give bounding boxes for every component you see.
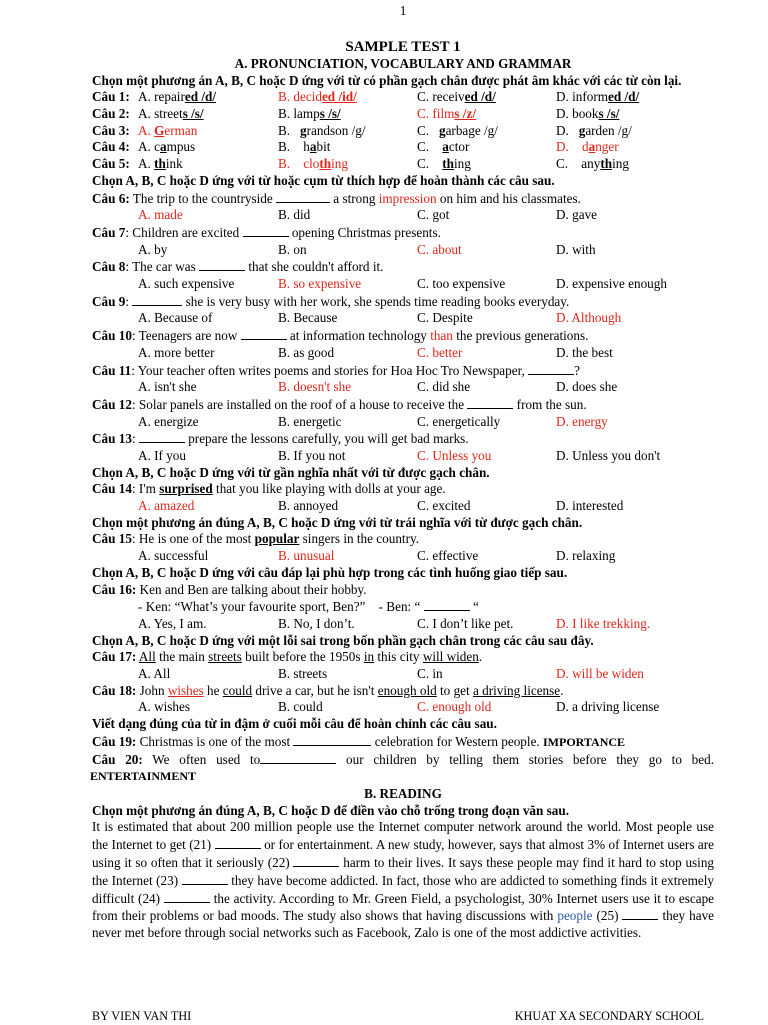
answer-blank: [132, 293, 182, 306]
question-10-options: [92, 345, 714, 362]
question-label: Câu 2:: [92, 106, 130, 122]
question-6-options: [92, 207, 714, 224]
option[interactable]: C. about: [417, 241, 462, 257]
option[interactable]: A. Yes, I am.: [138, 615, 207, 631]
option[interactable]: B. did: [278, 207, 311, 223]
option[interactable]: A. German: [138, 122, 198, 138]
question-19: Câu 19: Christmas is one of the most celebration for Western people. IMPORTANCE: [92, 733, 626, 749]
option[interactable]: D. danger: [556, 139, 619, 155]
question-16-dialogue: - Ken: “What’s your favourite sport, Ben?” - Ben: “ “: [138, 599, 479, 615]
instruction-antonym: Chọn một phương án đúng A, B, C hoặc D ứng với từ trái nghĩa với từ được gạch chân.: [92, 514, 583, 530]
option[interactable]: A. Because of: [138, 310, 213, 326]
section-b-heading: B. READING: [364, 785, 442, 801]
option[interactable]: B. streets: [278, 666, 328, 682]
option[interactable]: A. streets /s/: [138, 106, 204, 122]
answer-blank: [276, 190, 330, 203]
option[interactable]: D. the best: [556, 344, 613, 360]
question-18-options: [92, 699, 714, 716]
question-9: Câu 9: she is very busy with her work, she spends time reading books everyday.: [92, 293, 570, 309]
page-number: 1: [399, 3, 407, 18]
option[interactable]: D. Although: [556, 310, 622, 326]
question-17: Câu 17: All the main streets built before the 1950s in this city will widen.: [92, 649, 483, 665]
question-16: Câu 16: Ken and Ben are talking about their hobby.: [92, 581, 367, 597]
question-6: Câu 6: The trip to the countryside a strong impression on him and his classmates.: [92, 190, 581, 206]
option[interactable]: A. campus: [138, 139, 196, 155]
passage-blank-23: [182, 872, 228, 885]
question-13: Câu 13: prepare the lessons carefully, you will get bad marks.: [92, 431, 469, 447]
question-14: Câu 14: I'm surprised that you like playing with dolls at your age.: [92, 481, 446, 497]
instruction-vocabulary: Chọn A, B, C hoặc D ứng với từ hoặc cụm từ thích hợp để hoàn thành các câu sau.: [92, 172, 555, 188]
question-label: Câu 4:: [92, 139, 130, 155]
option[interactable]: C. films /z/: [417, 106, 476, 122]
question-7: Câu 7: Children are excited opening Christmas presents.: [92, 224, 441, 240]
option[interactable]: A. energize: [138, 413, 199, 429]
option[interactable]: B. grandson /g/: [278, 122, 366, 138]
option[interactable]: A. made: [138, 207, 183, 223]
instruction-word-form: Viết dạng đúng của từ in đậm ở cuối mỗi câu để hoàn chỉnh các câu sau.: [92, 716, 497, 732]
option[interactable]: A. If you: [138, 447, 186, 463]
option[interactable]: D. does she: [556, 379, 618, 395]
option[interactable]: B. unusual: [278, 548, 335, 564]
option[interactable]: D. a driving license: [556, 699, 660, 715]
keyword: ENTERTAINMENT: [90, 769, 197, 784]
question-11-options: [92, 379, 714, 396]
option[interactable]: C. received /d/: [417, 89, 496, 105]
option[interactable]: B. Because: [278, 310, 338, 326]
option[interactable]: C. garbage /g/: [417, 122, 498, 138]
option[interactable]: D. interested: [556, 498, 624, 514]
option[interactable]: A. wishes: [138, 699, 191, 715]
question-15: Câu 15: He is one of the most popular singers in the country.: [92, 531, 419, 547]
option[interactable]: A. successful: [138, 548, 209, 564]
page-footer: [92, 1008, 704, 1025]
answer-blank: [260, 751, 336, 764]
passage-blank-25: [622, 907, 658, 920]
question-20: Câu 20: We often used to our children by telling them stories before they go to bed. ENTERTAINMENT: [90, 751, 715, 784]
option[interactable]: C. in: [417, 666, 443, 682]
option[interactable]: C. Despite: [417, 310, 473, 326]
option[interactable]: C. Unless you: [417, 447, 492, 463]
instruction-communication: Chọn A, B, C hoặc D ứng với câu đáp lại phù hợp trong các tình huống giao tiếp sau.: [92, 564, 568, 580]
option[interactable]: A. think: [138, 156, 183, 172]
answer-blank: [241, 327, 287, 340]
option[interactable]: B. so expensive: [278, 276, 362, 292]
test-title: SAMPLE TEST 1: [345, 39, 461, 55]
question-15-options: [92, 548, 714, 565]
option[interactable]: B. If you not: [278, 447, 346, 463]
question-label: Câu 3:: [92, 122, 130, 138]
question-11: Câu 11: Your teacher often writes poems and stories for Hoa Hoc Tro Newspaper, ?: [92, 362, 580, 378]
section-a-heading: A. PRONUNCIATION, VOCABULARY AND GRAMMAR: [234, 56, 572, 71]
passage-blank-22: [293, 854, 339, 867]
option[interactable]: C. effective: [417, 548, 479, 564]
option[interactable]: A. more better: [138, 344, 215, 360]
question-17-options: [92, 666, 714, 683]
question-12-options: [92, 414, 714, 431]
footer-author: BY VIEN VAN THI: [92, 1009, 192, 1023]
option[interactable]: D. Unless you don't: [556, 447, 661, 463]
option[interactable]: C. did she: [417, 379, 471, 395]
option[interactable]: C. too expensive: [417, 276, 506, 292]
answer-blank: [293, 733, 371, 746]
question-14-options: [92, 498, 714, 515]
option[interactable]: D. will be widen: [556, 666, 644, 682]
pronunciation-question-1: [92, 89, 714, 106]
option[interactable]: A. repaired /d/: [138, 89, 217, 105]
instruction-pronunciation: Chọn một phương án A, B, C hoặc D ứng với từ có phần gạch chân được phát âm khác với các từ còn lại.: [92, 72, 682, 88]
answer-blank: [243, 224, 289, 237]
instruction-reading: Chọn một phương án đúng A, B, C hoặc D để điền vào chỗ trống trong đoạn văn sau.: [92, 802, 570, 818]
option[interactable]: B. doesn't she: [278, 379, 352, 395]
answer-blank: [424, 598, 470, 611]
question-12: Câu 12: Solar panels are installed on the roof of a house to receive the from the sun.: [92, 396, 587, 412]
option[interactable]: D. garden /g/: [556, 122, 632, 138]
reading-passage: It is estimated that about 200 million people use the Internet computer network around the world. Most people use the Internet to get (21) or for entertainment. A new study, however, says that almost 3% of Internet users are using it so often that it seriously (22) harm to their lives. It says these people may find it hard to stop using the Internet (23) they have become addicted. In fact, those who are addicted to something finds it extremely difficult (24) the activity. According to Mr. Green Field, a psychologist, 30% Internet users use it to escape from their problems or bad moods. The study also shows that having discussions with people (25) they have never met before through social networks such as Facebook, Zalo is one of the most addictive activities.: [92, 819, 715, 941]
option[interactable]: B. on: [278, 241, 307, 257]
option[interactable]: A. by: [138, 241, 168, 257]
question-10: Câu 10: Teenagers are now at information technology than the previous generations.: [92, 328, 589, 344]
option[interactable]: A. amazed: [138, 498, 195, 514]
option[interactable]: C. excited: [417, 498, 471, 514]
option[interactable]: B. clothing: [278, 156, 348, 172]
option[interactable]: C. got: [417, 207, 450, 223]
answer-blank: [467, 396, 513, 409]
passage-blank-21: [215, 836, 261, 849]
question-9-options: [92, 310, 714, 327]
option[interactable]: D. informed /d/: [556, 89, 640, 105]
question-label: Câu 1:: [92, 89, 130, 105]
option[interactable]: D. energy: [556, 413, 608, 429]
answer-blank: [528, 362, 574, 375]
question-7-options: [92, 242, 714, 259]
option[interactable]: A. All: [138, 666, 171, 682]
option[interactable]: B. could: [278, 699, 323, 715]
option[interactable]: B. energetic: [278, 413, 342, 429]
option[interactable]: B. decided /id/: [278, 89, 357, 105]
option[interactable]: A. such expensive: [138, 276, 235, 292]
keyword: IMPORTANCE: [543, 734, 626, 749]
option[interactable]: C. anything: [556, 156, 629, 172]
option[interactable]: C. energetically: [417, 413, 501, 429]
pronunciation-questions: [92, 89, 714, 172]
option[interactable]: D. with: [556, 241, 596, 257]
question-18: Câu 18: John wishes he could drive a car, but he isn't enough old to get a driving license.: [92, 682, 564, 698]
footer-school: KHUAT XA SECONDARY SCHOOL: [514, 1009, 704, 1023]
option[interactable]: A. isn't she: [138, 379, 197, 395]
option[interactable]: C. I don’t like pet.: [417, 615, 514, 631]
option[interactable]: D. gave: [556, 207, 598, 223]
pronunciation-question-3: [92, 123, 714, 140]
option[interactable]: C. enough old: [417, 699, 492, 715]
option[interactable]: C. thing: [417, 156, 471, 172]
question-13-options: [92, 448, 714, 465]
answer-blank: [199, 258, 245, 271]
option[interactable]: B. annoyed: [278, 498, 339, 514]
pronunciation-question-4: [92, 139, 714, 156]
answer-blank: [139, 430, 185, 443]
question-8-options: [92, 276, 714, 293]
passage-blank-24: [164, 890, 210, 903]
option[interactable]: B. habit: [278, 139, 331, 155]
option[interactable]: B. as good: [278, 344, 335, 360]
option[interactable]: B. lamps /s/: [278, 106, 341, 122]
question-8: Câu 8: The car was that she couldn't afford it.: [92, 259, 384, 275]
option[interactable]: D. relaxing: [556, 548, 616, 564]
pronunciation-question-2: [92, 106, 714, 123]
instruction-synonym: Chọn A, B, C hoặc D ứng với từ gần nghĩa nhất với từ được gạch chân.: [92, 464, 490, 480]
option[interactable]: B. No, I don’t.: [278, 615, 355, 631]
pronunciation-question-5: [92, 156, 714, 173]
test-page: [92, 2, 714, 942]
option[interactable]: C. actor: [417, 139, 470, 155]
question-16-options: [92, 616, 714, 633]
option[interactable]: C. better: [417, 344, 463, 360]
option[interactable]: D. books /s/: [556, 106, 620, 122]
option[interactable]: D. expensive enough: [556, 276, 667, 292]
question-label: Câu 5:: [92, 156, 130, 172]
option[interactable]: D. I like trekking.: [556, 615, 651, 631]
instruction-error: Chọn A, B, C hoặc D ứng với một lỗi sai trong bốn phần gạch chân trong các câu sau đây.: [92, 632, 594, 648]
